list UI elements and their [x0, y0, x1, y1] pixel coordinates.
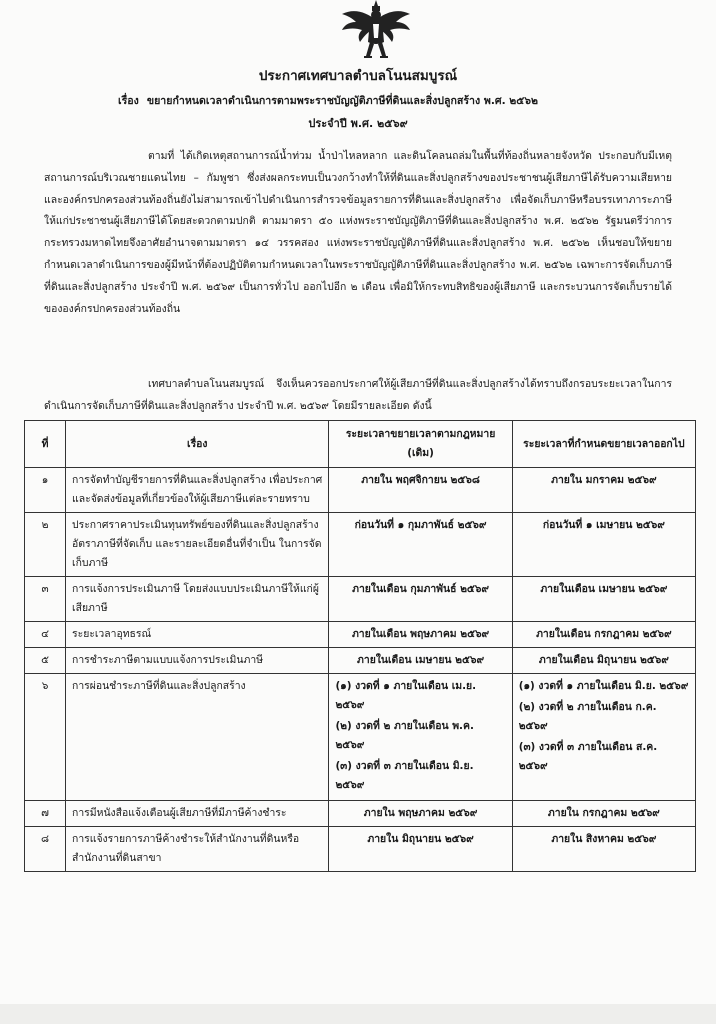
row-topic: ประกาศราคาประเมินทุนทรัพย์ของที่ดินและสิ่งปลูกสร้าง อัตราภาษีที่จัดเก็บ และรายละเอียดอื่นที่จำเป็น ในการจัดเก็บภาษี [66, 513, 329, 577]
row-new-period: ภายใน สิงหาคม ๒๕๖๙ [512, 827, 695, 872]
row-old-installments [329, 674, 512, 801]
row-topic: การมีหนังสือแจ้งเตือนผู้เสียภาษีที่มีภาษีค้างชำระ [66, 801, 329, 827]
subject-label: เรื่อง [118, 95, 139, 107]
row-new-period: ภายใน มกราคม ๒๕๖๙ [512, 468, 695, 513]
row-old-period: ก่อนวันที่ ๑ กุมภาพันธ์ ๒๕๖๙ [329, 513, 512, 577]
row-number: ๘ [25, 827, 66, 872]
header-old-period: ระยะเวลาขยายเวลาตามกฎหมาย (เดิม) [329, 421, 512, 468]
row-number: ๔ [25, 622, 66, 648]
table-row [25, 577, 696, 622]
table-row [25, 801, 696, 827]
row-new-period: ภายในเดือน มิถุนายน ๒๕๖๙ [512, 648, 695, 674]
table-row [25, 468, 696, 513]
row-old-period: ภายในเดือน กุมภาพันธ์ ๒๕๖๙ [329, 577, 512, 622]
row-topic: การแจ้งการประเมินภาษี โดยส่งแบบประเมินภาษีให้แก่ผู้เสียภาษี [66, 577, 329, 622]
table-row [25, 648, 696, 674]
row-topic: การแจ้งรายการภาษีค้างชำระให้สำนักงานที่ดินหรือสำนักงานที่ดินสาขา [66, 827, 329, 872]
row-number: ๖ [25, 674, 66, 801]
table-header-row [25, 421, 696, 468]
row-topic: ระยะเวลาอุทธรณ์ [66, 622, 329, 648]
row-new-period: ภายในเดือน กรกฎาคม ๒๕๖๙ [512, 622, 695, 648]
row-old-period: ภายในเดือน เมษายน ๒๕๖๙ [329, 648, 512, 674]
row-topic: การชำระภาษีตามแบบแจ้งการประเมินภาษี [66, 648, 329, 674]
installment-item: (๑) งวดที่ ๑ ภายในเดือน มิ.ย. ๒๕๖๙ [518, 680, 689, 692]
row-new-period: ก่อนวันที่ ๑ เมษายน ๒๕๖๙ [512, 513, 695, 577]
subject-text: ขยายกำหนดเวลาดำเนินการตามพระราชบัญญัติภาษีที่ดินและสิ่งปลูกสร้าง พ.ศ. ๒๕๖๒ [146, 95, 539, 107]
row-new-installments [512, 674, 695, 801]
header-no: ที่ [25, 421, 66, 468]
row-number: ๕ [25, 648, 66, 674]
year-line: ประจำปี พ.ศ. ๒๕๖๙ [308, 117, 408, 130]
garuda-emblem-icon [336, 0, 416, 60]
installment-item: (๒) งวดที่ ๒ ภายในเดือน พ.ค. ๒๕๖๙ [335, 720, 474, 751]
row-number: ๒ [25, 513, 66, 577]
header-topic: เรื่อง [66, 421, 329, 468]
row-old-period: ภายในเดือน พฤษภาคม ๒๕๖๙ [329, 622, 512, 648]
schedule-table [24, 420, 696, 872]
installment-item: (๒) งวดที่ ๒ ภายในเดือน ก.ค. ๒๕๖๙ [518, 701, 657, 732]
table-row [25, 513, 696, 577]
announcement-title: ประกาศเทศบาลตำบลโนนสมบูรณ์ [258, 68, 458, 84]
header-new-period: ระยะเวลาที่กำหนดขยายเวลาออกไป [512, 421, 695, 468]
installment-item: (๓) งวดที่ ๓ ภายในเดือน มิ.ย. ๒๕๖๙ [335, 760, 474, 791]
page-footer-strip [0, 1004, 716, 1024]
table-row [25, 674, 696, 801]
body-paragraph-2: เทศบาลตำบลโนนสมบูรณ์ จึงเห็นควรออกประกาศให้ผู้เสียภาษีที่ดินและสิ่งปลูกสร้างได้ทราบถึงกรอบระยะเวลาในการดำเนินการจัดเก็บภาษีที่ดินและสิ่งปลูกสร้าง ประจำปี พ.ศ. ๒๕๖๙ โดยมีรายละเอียด ดังนี้ [44, 378, 672, 412]
installment-item: (๑) งวดที่ ๑ ภายในเดือน เม.ย. ๒๕๖๙ [335, 680, 477, 711]
row-topic: การผ่อนชำระภาษีที่ดินและสิ่งปลูกสร้าง [66, 674, 329, 801]
table-row [25, 827, 696, 872]
row-number: ๑ [25, 468, 66, 513]
subject-line [118, 92, 678, 109]
table-row [25, 622, 696, 648]
row-new-period: ภายใน กรกฎาคม ๒๕๖๙ [512, 801, 695, 827]
row-old-period: ภายใน พฤษภาคม ๒๕๖๙ [329, 801, 512, 827]
installment-item: (๓) งวดที่ ๓ ภายในเดือน ส.ค. ๒๕๖๙ [518, 741, 658, 772]
row-topic: การจัดทำบัญชีรายการที่ดินและสิ่งปลูกสร้าง เพื่อประกาศ และจัดส่งข้อมูลที่เกี่ยวข้องให้ผู้เสียภาษีแต่ละรายทราบ [66, 468, 329, 513]
row-old-period: ภายใน มิถุนายน ๒๕๖๙ [329, 827, 512, 872]
row-new-period: ภายในเดือน เมษายน ๒๕๖๙ [512, 577, 695, 622]
row-number: ๗ [25, 801, 66, 827]
body-paragraph-1: ตามที่ ได้เกิดเหตุสถานการณ์น้ำท่วม น้ำป่าไหลหลาก และดินโคลนถล่มในพื้นที่ท้องถิ่นหลายจังหวัด ประกอบกับมีเหตุสถานการณ์บริเวณชายแดนไทย – กัมพูชา ซึ่งส่งผลกระทบเป็นวงกว้างทำให้ที่ดินและสิ่งปลูกสร้างของประชาชนผู้เสียภาษีได้รับความเสียหาย และองค์กรปกครองส่วนท้องถิ่นยังไม่สามารถเข้าไปดำเนินการสำรวจข้อมูลรายการที่ดินและสิ่งปลูกสร้าง เพื่อจัดเก็บภาษีหรือบรรเทาภาระภาษีให้แก่ประชาชนผู้เสียภาษีได้โดยสะดวกตามปกติ ตามมาตรา ๕๐ แห่งพระราชบัญญัติภาษีที่ดินและสิ่งปลูกสร้าง พ.ศ. ๒๕๖๒ รัฐมนตรีว่าการกระทรวงมหาดไทยจึงอาศัยอำนาจตามมาตรา ๑๔ วรรคสอง แห่งพระราชบัญญัติภาษีที่ดินและสิ่งปลูกสร้าง พ.ศ. ๒๕๖๒ เห็นชอบให้ขยายกำหนดเวลาดำเนินการของผู้มีหน้าที่ต้องปฏิบัติตามกำหนดเวลาในพระราชบัญญัติภาษีที่ดินและสิ่งปลูกสร้าง พ.ศ. ๒๕๖๒ เฉพาะการจัดเก็บภาษีที่ดินและสิ่งปลูกสร้าง ประจำปี พ.ศ. ๒๕๖๙ เป็นการทั่วไป ออกไปอีก ๒ เดือน เพื่อมิให้กระทบสิทธิของผู้เสียภาษี และกระบวนการจัดเก็บรายได้ขององค์กรปกครองส่วนท้องถิ่น [44, 150, 672, 315]
row-old-period: ภายใน พฤศจิกายน ๒๕๖๘ [329, 468, 512, 513]
row-number: ๓ [25, 577, 66, 622]
